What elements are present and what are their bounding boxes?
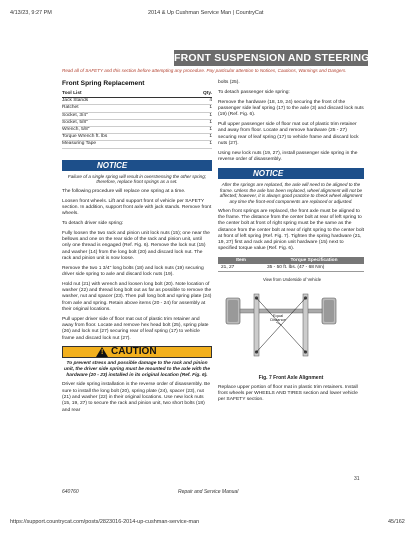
- part-number: 640760: [62, 489, 79, 495]
- tool-name: Socket, 5/8": [62, 119, 88, 125]
- page-url: https://support.countrycat.com/posts/2823016-2014-up-cushman-service-man: [10, 519, 200, 525]
- tool-qty: 1: [209, 141, 212, 147]
- footer-title: Repair and Service Manual: [178, 489, 239, 495]
- left-paragraphs: [62, 189, 212, 342]
- tool-qty: 1: [209, 134, 212, 140]
- section-title: Front Spring Replacement: [62, 80, 145, 87]
- paragraph: Loosen front wheels. Lift and support front of vehicle per SAFETY section. In addition, support front axle with jack stands. Remove front wheels.: [62, 198, 212, 217]
- notice-banner-1: NOTICE: [62, 160, 212, 171]
- tool-qty: 1: [209, 105, 212, 111]
- tool-name: Measuring Tape: [62, 141, 97, 147]
- paragraph: To detach driver side spring:: [62, 221, 124, 226]
- tool-row: [62, 113, 212, 120]
- tool-row: [62, 141, 212, 148]
- tool-rows: [62, 98, 212, 148]
- alignment-figure: [218, 276, 364, 372]
- tool-list-header: Tool List Qty.: [62, 91, 212, 98]
- left-column: [62, 80, 212, 414]
- spec-cell-torque: 35 - 50 ft. lbs. (47 - 68 Nm): [264, 264, 364, 272]
- tool-row: [62, 98, 212, 105]
- tool-row: [62, 105, 212, 112]
- tool-name: Ratchet: [62, 105, 79, 111]
- paragraph: Pull upper passenger side of floor mat out of plastic trim retainer and away from floor. Locate and remove hardware (25 - 27) securing rear of leaf spring (17) to vehicle frame and discard lock nuts (27).: [218, 121, 359, 146]
- caution-banner: [62, 346, 212, 358]
- tab-title: 2014 & Up Cushman Service Man | CountryCat: [148, 10, 264, 16]
- notice-text-1: Failure of a single spring will result in overstressing the other spring; therefore, replace front springs as a set.: [67, 173, 207, 185]
- safety-note: Read all of SAFETY and this section before attempting any procedure. Pay particular attention to Notices, Cautions, Warnings and Dangers.: [62, 68, 347, 73]
- spec-header-item: Item: [218, 257, 264, 264]
- paragraph: The following procedure will replace one spring at a time.: [62, 188, 186, 194]
- caution-label: CAUTION: [111, 346, 157, 358]
- tool-qty: 4: [209, 98, 212, 104]
- tool-row: [62, 120, 212, 127]
- paragraph: To detach passenger side spring:: [218, 89, 290, 95]
- notice-text-2: After the springs are replaced, the axle will need to be aligned to the frame. Unless the axle has been replaced, wheel alignment will not be affected; however, it is always good practice to check wheel alignment any time the front-end components are replaced or adjusted.: [219, 182, 363, 205]
- right-paragraphs: [218, 80, 364, 163]
- paragraph: Pull upper driver side of floor mat out of plastic trim retainer and away from floor. Locate and remove hex head bolt (25), spring plate (26) and lock nut (27) securing rear of leaf spring (17) to vehicle frame and discard lock nut (27).: [62, 316, 209, 341]
- tool-name: Socket, 3/4": [62, 112, 88, 118]
- paragraph: Remove the two 1 3/4" long bolts (18) and lock nuts (19) securing driver side spring to axle and discard lock nuts (19).: [62, 265, 204, 278]
- tool-qty: 1: [209, 119, 212, 125]
- paragraph: bolts (25).: [218, 80, 240, 85]
- paragraph: Hold nut (21) with wrench and loosen long bolt (20). Note location of washer (22) and thread long bolt out as far as possible to remove the washer, nut and spacer (23). Then pull long bolt and spring plate (24) from axle and spring. Retain above items (20 - 24) for assembly at their original locations.: [62, 281, 212, 313]
- page-number: 31: [354, 476, 360, 482]
- tool-name: Wrench, 5/8": [62, 127, 90, 133]
- spec-cell-item: 21, 27: [218, 264, 264, 272]
- paragraph: Remove the hardware (18, 19, 24) securing the front of the passenger side leaf spring (17) to the axle (3) and discard lock nuts (19) (Ref. Fig. 6).: [218, 99, 364, 118]
- notice-banner-2: NOTICE: [218, 168, 364, 179]
- right-column: [218, 80, 364, 404]
- figure-caption: Fig. 7 Front Axle Alignment: [258, 374, 324, 381]
- section-banner: FRONT SUSPENSION AND STEERING: [174, 52, 370, 64]
- tool-list: [62, 91, 212, 149]
- tool-qty: 1: [209, 112, 212, 118]
- right-last-paragraph: Replace upper portion of floor mat in plastic trim retainers. Install front wheels per WHEELS AND TIRES section and lower vehicle per SAFETY section.: [218, 384, 358, 403]
- table-row: [218, 264, 364, 272]
- print-timestamp: 4/13/23, 9:27 PM: [10, 10, 52, 16]
- paragraph: Using new lock nuts (19, 27), install passenger side spring in the reverse order of disassembly.: [218, 150, 358, 162]
- spec-header-torque: Torque Specification: [264, 257, 364, 264]
- left-last-paragraph: Driver side spring installation is the reverse order of disassembly. Be sure to install the long bolt (20), spring plate (24), spacer (23), nut (21) and washer (22) in their original locations. Use new lock nuts (15, 19, 27) to secure the rack and pinion unit, two short bolts (18) and rear: [62, 382, 211, 413]
- caution-text: To prevent stress and possible damage to the rack and pinion unit, the driver side spring must be mounted to the axle with the hardware (20 - 23) installed in its original location (Ref. Fig. 6).: [63, 361, 211, 378]
- tool-name: Jack Stands: [62, 98, 89, 104]
- paragraph: Fully loosen the two rack and pinion unit lock nuts (15); one near the bellows and one on the rear side of the rack and pinion unit, until only one thread is engaged (Ref. Fig. 6). Remove the lock nut (15) and washer (14) from the long bolt (20) and discard lock nut. The rack and pinion unit is now loose.: [62, 230, 210, 261]
- figure-equal-label: Equal Distance: [270, 312, 286, 323]
- figure-view-label: View from Underside of Vehicle: [262, 276, 322, 282]
- warning-triangle-icon: !: [96, 347, 108, 357]
- axle-alignment-diagram: [218, 276, 364, 372]
- tool-name: Torque Wrench ft. lbs: [62, 134, 108, 140]
- alignment-paragraph: When front springs are replaced, the front axle must be aligned to the frame. The distance from the center bolt at rear of left spring to the center bolt at front of right spring must be the same as the distance from the center bolt at rear of right spring to the center bolt at front of left spring (Ref. Fig. 7). Tighten the spring hardware (21, 19, 27) first and rack and pinion unit hardware (15) next to specified torque value (Ref. Fig. 6).: [218, 208, 364, 252]
- print-page-count: 45/162: [388, 519, 405, 525]
- tool-qty: 1: [209, 127, 212, 133]
- torque-spec-table: [218, 257, 364, 272]
